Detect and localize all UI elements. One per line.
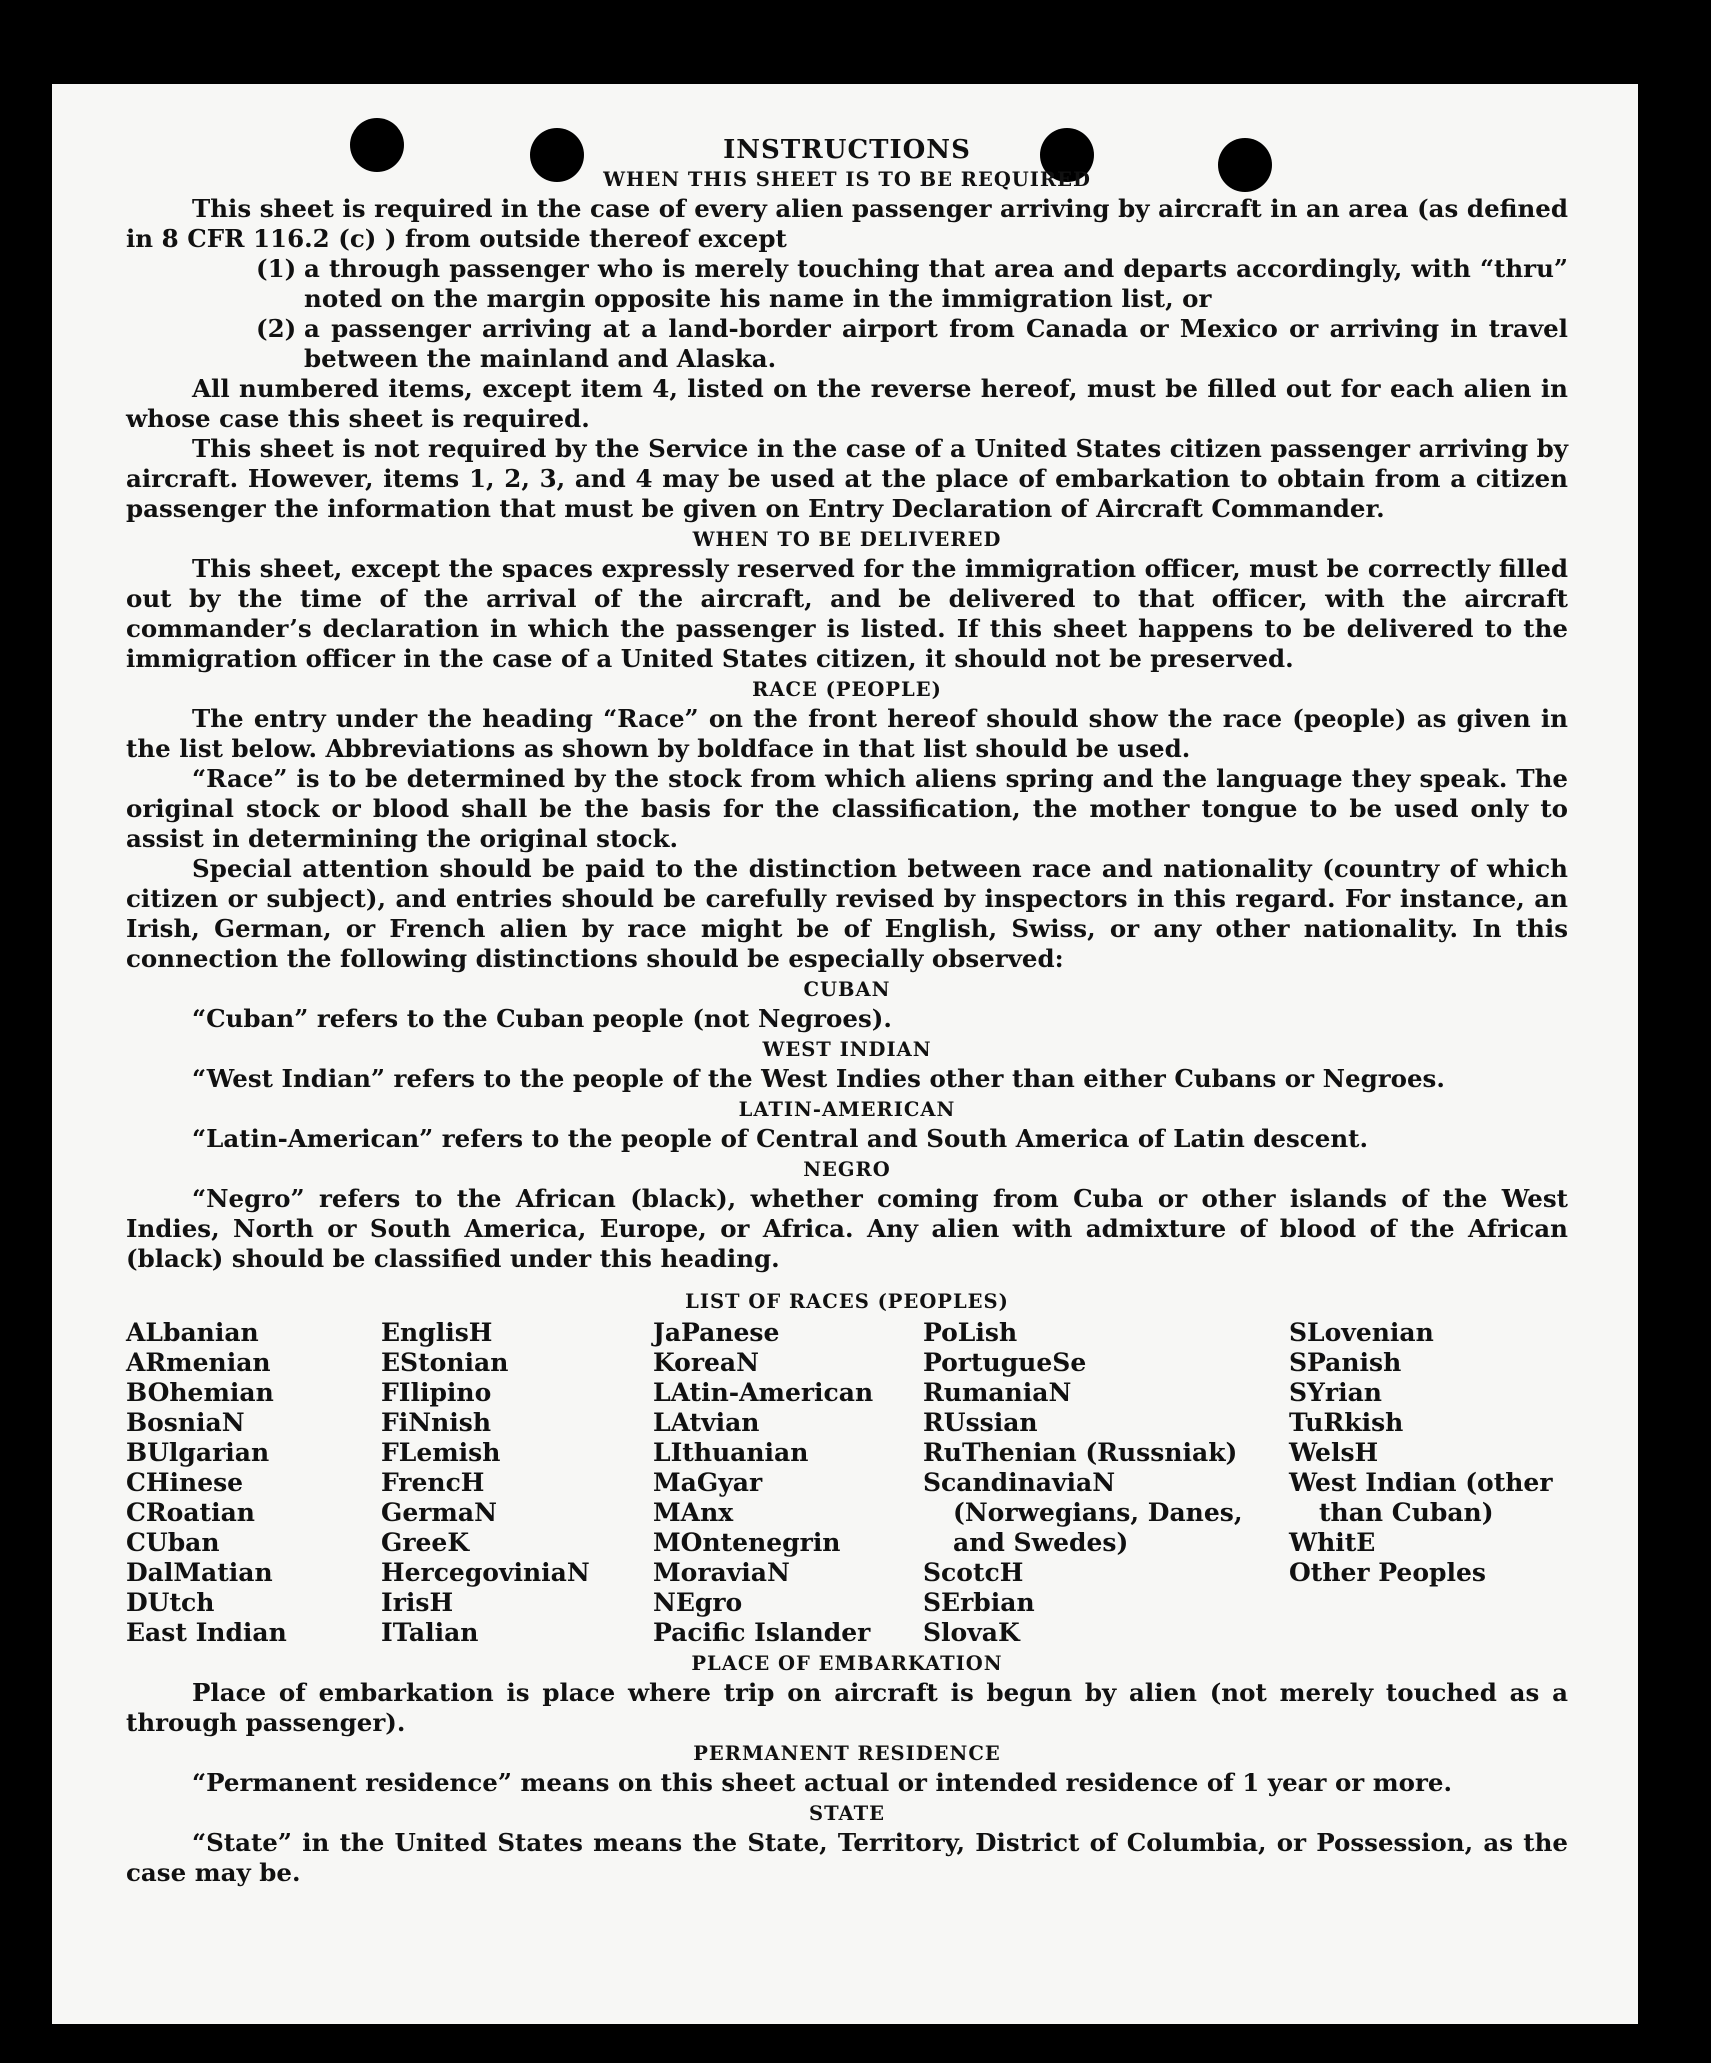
- race-entry: MAnx: [653, 1498, 734, 1527]
- item-number: (1): [256, 254, 297, 283]
- race-entry: SlovaK: [923, 1618, 1020, 1647]
- race-entry: NEgro: [653, 1588, 743, 1617]
- race-entry: MaGyar: [653, 1468, 763, 1497]
- race-entry: GreeK: [381, 1528, 470, 1557]
- race-entry: SPanish: [1289, 1348, 1402, 1377]
- paragraph: “West Indian” refers to the people of the West Indies other than either Cubans or Negroes.: [192, 1064, 1445, 1093]
- page-title: INSTRUCTIONS: [723, 135, 971, 165]
- heading-west-indian: WEST INDIAN: [762, 1038, 932, 1061]
- race-entry: LAtvian: [653, 1408, 760, 1437]
- race-entry: ALbanian: [126, 1318, 259, 1347]
- paragraph: This sheet is required in the case of every alien passenger arriving by aircraft in an area (as defined in 8 CFR 116.2 (c) ) from outside thereof except: [126, 194, 1568, 253]
- heading-place-of-embarkation: PLACE OF EMBARKATION: [691, 1652, 1003, 1675]
- item-text: a through passenger who is merely touching that area and departs accordingly, with “thru” noted on the margin opposite his name in the immigration list, or: [304, 254, 1568, 313]
- numbered-item: [256, 254, 1568, 314]
- race-entry: WhitE: [1289, 1528, 1376, 1557]
- race-entry: SYrian: [1289, 1378, 1382, 1407]
- race-entry: EnglisH: [381, 1318, 493, 1347]
- paragraph: Special attention should be paid to the distinction between race and nationality (country of which citizen or subject), and entries should be carefully revised by inspectors in this regard. For instance, an Irish, German, or French alien by race might be of English, Swiss, or any other nationality. In this connection the following distinctions should be especially observed:: [126, 854, 1568, 973]
- item-text: a passenger arriving at a land-border airport from Canada or Mexico or arriving in travel between the mainland and Alaska.: [304, 314, 1568, 373]
- paragraph: This sheet, except the spaces expressly reserved for the immigration officer, must be correctly filled out by the time of the arrival of the aircraft, and be delivered to that officer, with the aircraft commander’s declaration in which the passenger is listed. If this sheet happens to be delivered to the immigration officer in the case of a United States citizen, it should not be preserved.: [126, 554, 1568, 673]
- race-entry: PortugueSe: [923, 1348, 1087, 1377]
- race-entry: IrisH: [381, 1588, 454, 1617]
- numbered-item: [256, 314, 1568, 374]
- race-entry: BOhemian: [126, 1378, 274, 1407]
- heading-race: RACE (PEOPLE): [752, 678, 942, 701]
- paragraph: “Latin-American” refers to the people of Central and South America of Latin descent.: [192, 1124, 1368, 1153]
- race-entry: LIthuanian: [653, 1438, 809, 1467]
- race-entry: East Indian: [126, 1618, 287, 1647]
- paragraph: “Cuban” refers to the Cuban people (not Negroes).: [192, 1004, 892, 1033]
- race-entry: GermaN: [381, 1498, 497, 1527]
- race-entry: BUlgarian: [126, 1438, 270, 1467]
- paragraph: Place of embarkation is place where trip on aircraft is begun by alien (not merely touched as a through passenger).: [126, 1678, 1568, 1737]
- heading-when-required: WHEN THIS SHEET IS TO BE REQUIRED: [603, 168, 1091, 191]
- race-list: [126, 1318, 1568, 1648]
- race-entry: JaPanese: [653, 1318, 780, 1347]
- race-entry: CUban: [126, 1528, 220, 1557]
- race-column: [653, 1318, 923, 1648]
- race-entry: PoLish: [923, 1318, 1018, 1347]
- race-entry: BosniaN: [126, 1408, 245, 1437]
- paragraph: “State” in the United States means the State, Territory, District of Columbia, or Possession, as the case may be.: [126, 1828, 1568, 1887]
- form-sheet: [52, 84, 1638, 2024]
- race-entry: FLemish: [381, 1438, 501, 1467]
- heading-negro: NEGRO: [803, 1158, 891, 1181]
- paragraph: The entry under the heading “Race” on the front hereof should show the race (people) as given in the list below. Abbreviations as shown by boldface in that list should be used.: [126, 704, 1568, 763]
- race-entry: DUtch: [126, 1588, 215, 1617]
- race-entry: FIlipino: [381, 1378, 492, 1407]
- race-entry: ScandinaviaN (Norwegians, Danes, and Swedes): [923, 1468, 1243, 1557]
- race-entry: SLovenian: [1289, 1318, 1434, 1347]
- race-entry: MOntenegrin: [653, 1528, 841, 1557]
- race-entry: SErbian: [923, 1588, 1035, 1617]
- race-entry: KoreaN: [653, 1348, 759, 1377]
- race-entry: FiNnish: [381, 1408, 492, 1437]
- race-entry: EStonian: [381, 1348, 509, 1377]
- paragraph: “Permanent residence” means on this sheet actual or intended residence of 1 year or more.: [192, 1768, 1453, 1797]
- heading-permanent-residence: PERMANENT RESIDENCE: [693, 1742, 1001, 1765]
- race-entry: LAtin-American: [653, 1378, 874, 1407]
- race-column: [381, 1318, 653, 1648]
- race-entry: RUssian: [923, 1408, 1038, 1437]
- race-entry: CRoatian: [126, 1498, 255, 1527]
- heading-state: STATE: [809, 1802, 885, 1825]
- paragraph: “Race” is to be determined by the stock from which aliens spring and the language they speak. The original stock or blood shall be the basis for the classification, the mother tongue to be used only to assist in determining the original stock.: [126, 764, 1568, 853]
- race-entry: West Indian (other than Cuban): [1289, 1468, 1553, 1527]
- race-entry: RumaniaN: [923, 1378, 1072, 1407]
- paragraph: All numbered items, except item 4, listed on the reverse hereof, must be filled out for each alien in whose case this sheet is required.: [126, 374, 1568, 433]
- paragraph: “Negro” refers to the African (black), whether coming from Cuba or other islands of the West Indies, North or South America, Europe, or Africa. Any alien with admixture of blood of the African (black) should be classified under this heading.: [126, 1184, 1568, 1273]
- heading-when-delivered: WHEN TO BE DELIVERED: [692, 528, 1002, 551]
- race-entry: ScotcH: [923, 1558, 1024, 1587]
- instructions-content: [126, 134, 1568, 1888]
- race-entry: DalMatian: [126, 1558, 273, 1587]
- heading-list-of-races: LIST OF RACES (PEOPLES): [685, 1290, 1009, 1313]
- paragraph: This sheet is not required by the Service in the case of a United States citizen passenger arriving by aircraft. However, items 1, 2, 3, and 4 may be used at the place of embarkation to obtain from a citizen passenger the information that must be given on Entry Declaration of Aircraft Commander.: [126, 434, 1568, 523]
- race-entry: FrencH: [381, 1468, 485, 1497]
- race-entry: RuThenian (Russniak): [923, 1438, 1238, 1467]
- race-entry: MoraviaN: [653, 1558, 790, 1587]
- race-column: [1289, 1318, 1568, 1648]
- race-entry: ARmenian: [126, 1348, 271, 1377]
- race-entry: ITalian: [381, 1618, 479, 1647]
- heading-latin-american: LATIN-AMERICAN: [738, 1098, 956, 1121]
- race-column: [923, 1318, 1289, 1648]
- race-entry: Other Peoples: [1289, 1558, 1486, 1587]
- item-number: (2): [256, 314, 297, 343]
- race-entry: TuRkish: [1289, 1408, 1404, 1437]
- race-entry: CHinese: [126, 1468, 244, 1497]
- race-entry: HercegoviniaN: [381, 1558, 590, 1587]
- heading-cuban: CUBAN: [803, 978, 891, 1001]
- race-entry: WelsH: [1289, 1438, 1379, 1467]
- race-entry: Pacific Islander: [653, 1618, 871, 1647]
- race-column: [126, 1318, 381, 1648]
